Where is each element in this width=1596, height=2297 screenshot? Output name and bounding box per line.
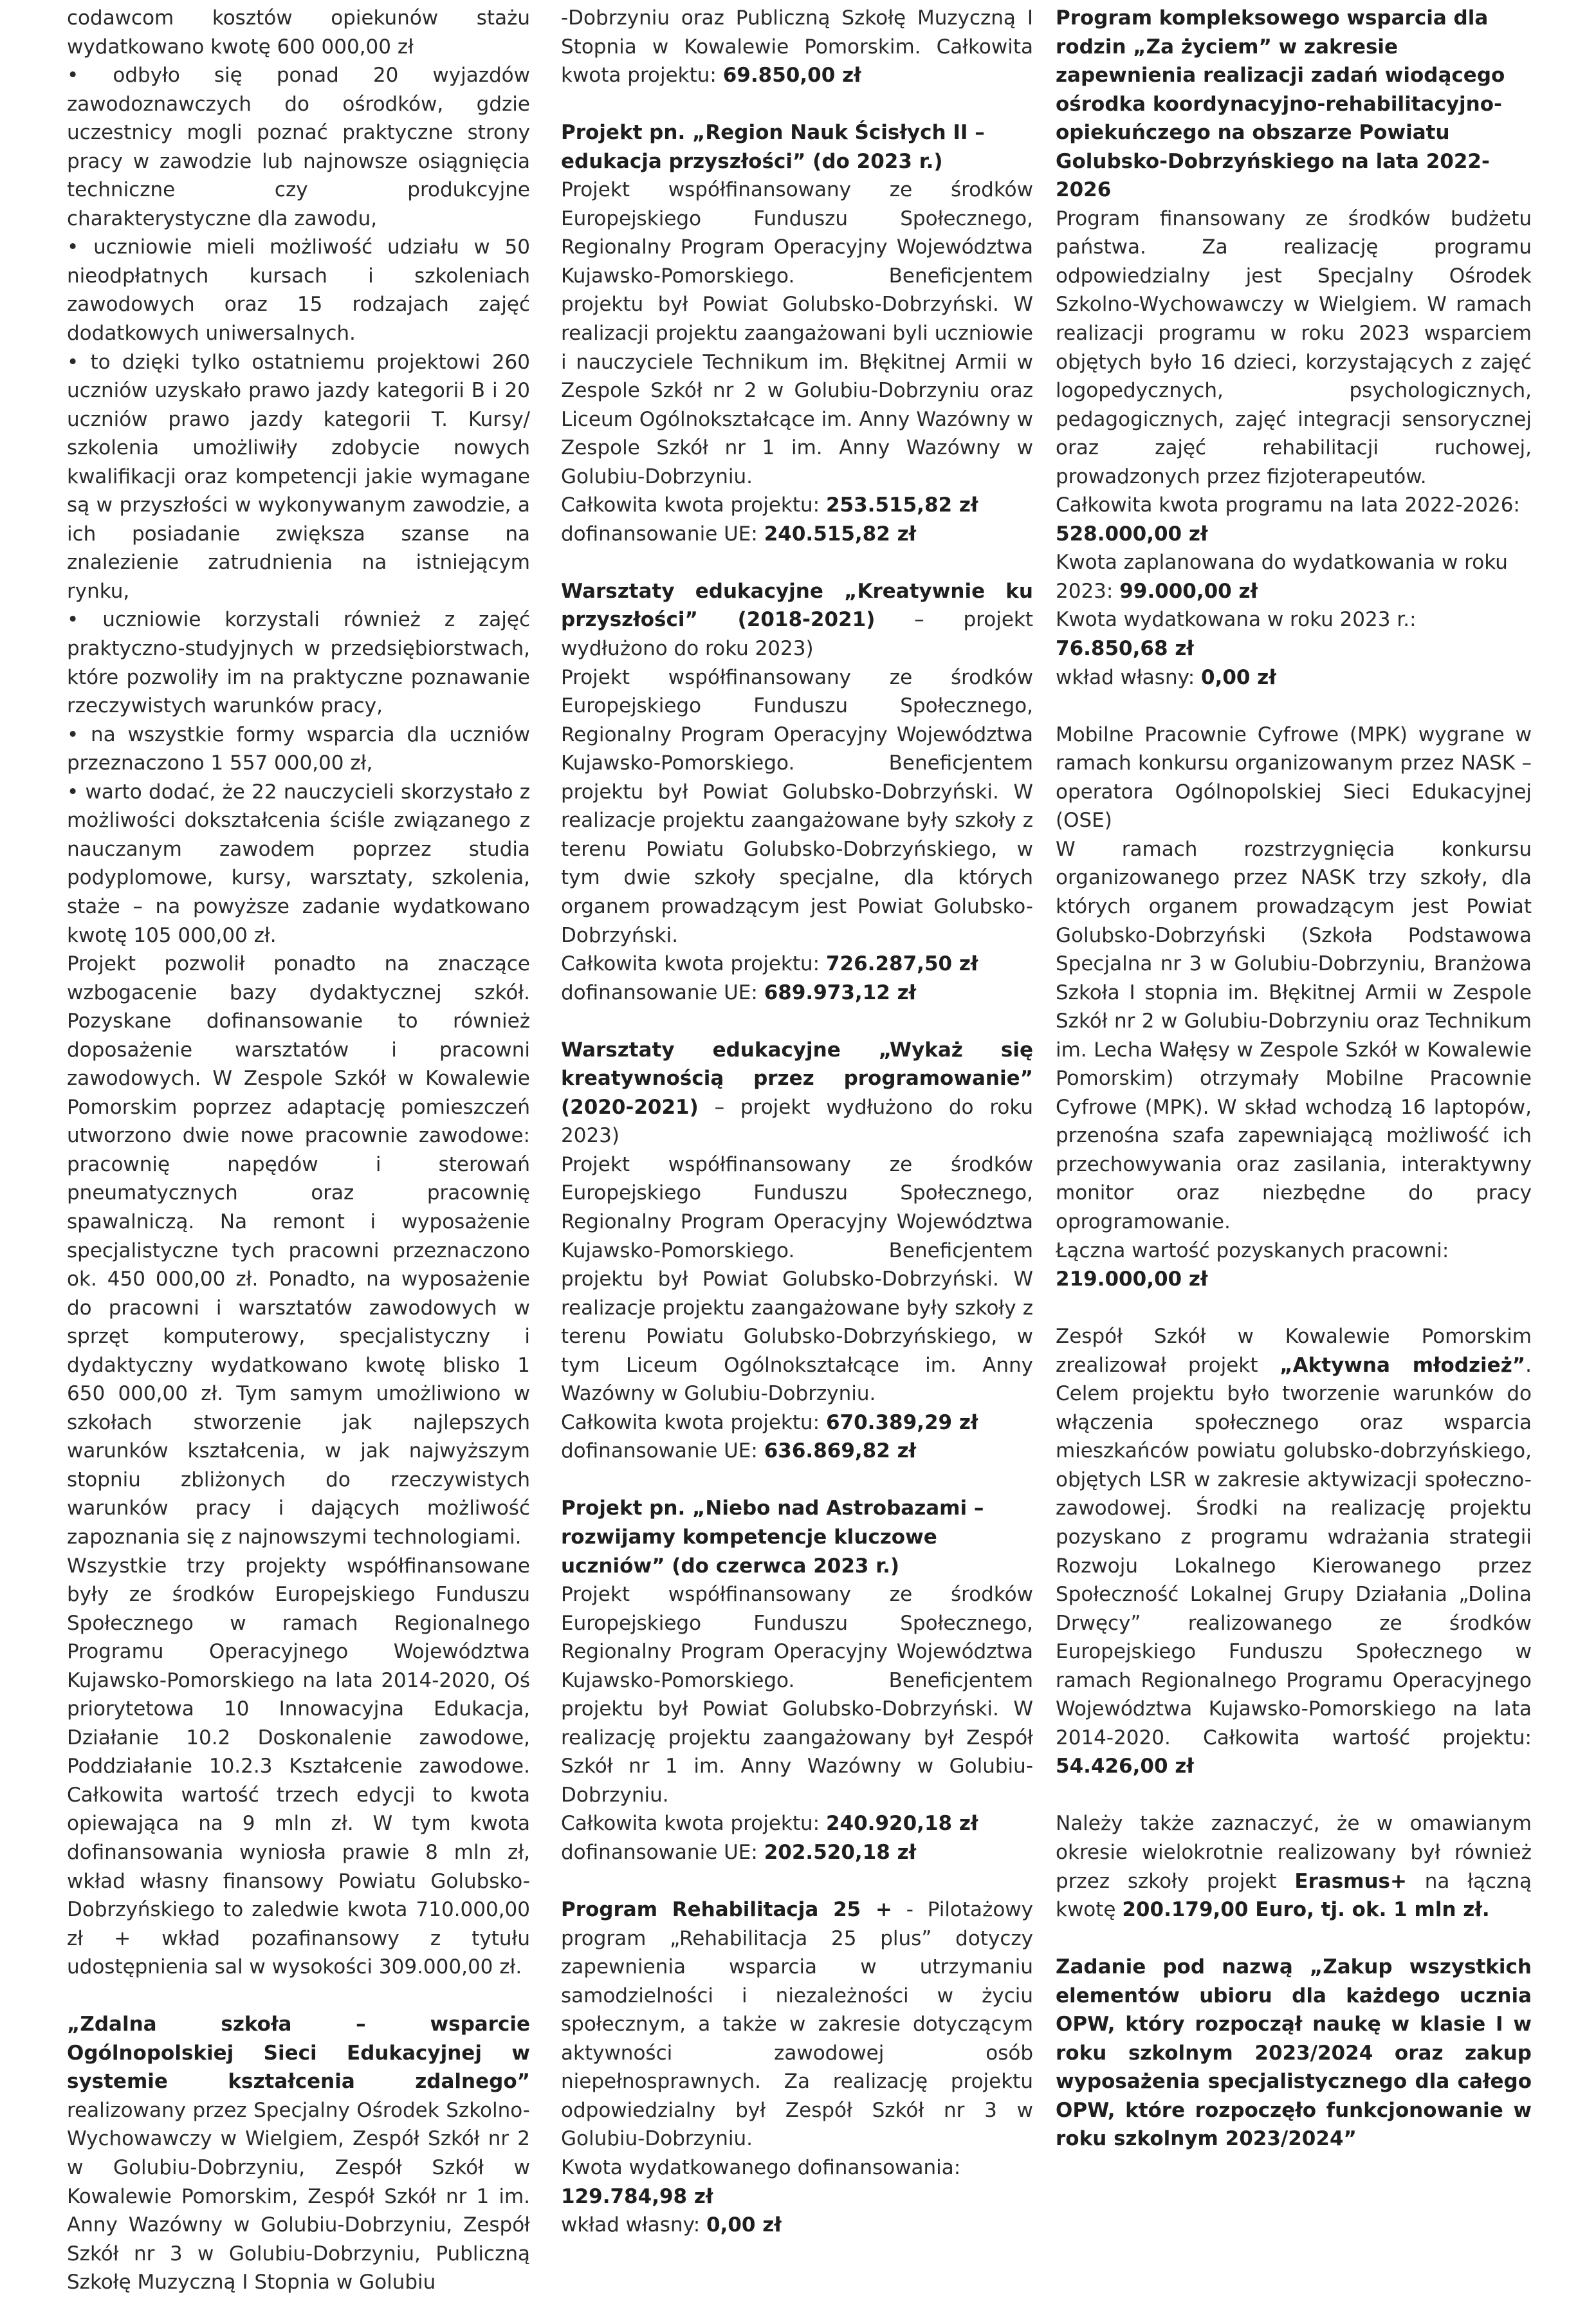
section-title: [561, 577, 1033, 663]
amount-label: dofinansowanie UE:: [561, 522, 764, 546]
amount: 129.784,98 zł: [561, 2184, 713, 2208]
section-title-text: Warsztaty edukacyjne „Kreatywnie ku przyszłości” (2018-2021): [561, 579, 1033, 632]
section-title-text: Projekt pn. „Region Nauk Ścisłych II – edukacja przyszłości” (do 2023 r.): [561, 121, 985, 173]
amount: 670.389,29 zł: [825, 1410, 978, 1434]
text-part: Należy także zaznaczyć, że w omawianym okresie wielokrotnie realizowany był również przez szkoły projekt: [1056, 1812, 1532, 1893]
section-title-text: Warsztaty edukacyjne „Wykaż się kreatywnością przez programowanie” (2020-2021): [561, 1038, 1033, 1119]
amount: 253.515,82 zł: [825, 494, 978, 517]
section-title: [561, 1494, 1033, 1580]
amount-line: [1056, 548, 1532, 605]
amount: 219.000,00 zł: [1056, 1268, 1208, 1291]
section-text: Projekt współfinansowany ze środków Europejskiego Funduszu Społecznego, Regionalny Program Operacyjny Województwa Kujawsko-Pomorskiego. Beneficjentem projektu był Powiat Golubsko-Dobrzyński. W realizacje projektu zaangażowane były szkoły z terenu Powiatu Golubsko-Dobrzyńskiego, w tym dwie szkoły specjalne, dla których organem prowadzącym jest Powiat Golubsko-Dobrzyński.: [561, 665, 1033, 947]
bullet-item: • na wszystkie formy wsparcia dla uczniów przeznaczono 1 557 000,00 zł,: [67, 723, 530, 775]
amount-line: [1056, 1237, 1532, 1294]
project-title: „Zdalna szkoła – wsparcie Ogólnopolskiej Sieci Edukacyjnej w systemie kształcenia zdalnego”: [67, 2013, 530, 2094]
amount-line: [561, 1437, 1033, 1466]
amount-label: wkład własny:: [1056, 665, 1201, 689]
amount-label: dofinansowanie UE:: [561, 1439, 764, 1463]
paragraph: [67, 2010, 530, 2296]
amount-line: [1056, 663, 1532, 692]
amount: 240.515,82 zł: [764, 522, 917, 546]
amount: 69.850,00 zł: [722, 64, 861, 88]
section-title-rest: – projekt wydłużono do roku 2023): [561, 1095, 1033, 1148]
amount-label: Łączna wartość pozyskanych pracowni:: [1056, 1239, 1449, 1262]
amount-label: Całkowita kwota projektu:: [561, 1410, 826, 1434]
amount-line: [561, 2211, 1033, 2240]
amount-label: Całkowita kwota programu na lata 2022-2026:: [1056, 494, 1520, 517]
amount-line: [561, 1838, 1033, 1867]
section-text: Projekt współfinansowany ze środków Europejskiego Funduszu Społecznego, Regionalny Program Operacyjny Województwa Kujawsko-Pomorskiego. Beneficjentem projektu był Powiat Golubsko-Dobrzyński. W realizacje projektu zaangażowane były szkoły z terenu Powiatu Golubsko-Dobrzyńskiego, w tym Liceum Ogólnokształcące im. Anny Wazówny w Golubiu-Dobrzyniu.: [561, 1152, 1033, 1406]
bullet-item: • uczniowie mieli możliwość udziału w 50 nieodpłatnych kursach i szkoleniach zawodowych oraz 15 rodzajach zajęć dodatkowych uniwersalnych.: [67, 235, 530, 346]
amount: 528.000,00 zł: [1056, 522, 1208, 546]
text-part: na łączną kwotę: [1056, 1869, 1532, 1922]
amount-label: Kwota wydatkowana w roku 2023 r.:: [1056, 608, 1417, 632]
amount-line: [561, 979, 1033, 1008]
amount-line: [561, 491, 1033, 520]
section-text-inline: - Pilotażowy program „Rehabilitacja 25 plus” dotyczy zapewnienia wsparcia w utrzymaniu samodzielności i niezależności w życiu społecznym, a także w zakresie dotyczącym aktywności zawodowej osób niepełnosprawnych. Za realizację projektu odpowiedzialny był Zespół Szkół nr 3 w Golubiu-Dobrzyniu.: [561, 1898, 1033, 2151]
text-part: . Celem projektu było tworzenie warunków do włączenia społecznego oraz wsparcia mieszkańców powiatu golubsko-dobrzyńskiego, objętych LSR w zakresie aktywizacji społeczno-zawodowej. Środki na realizację projektu pozyskano z programu wdrażania strategii Rozwoju Lokalnego Kierowanego przez Społeczność Lokalnej Grupy Działania „Dolina Drwęcy” realizowanego ze środków Europejskiego Funduszu Społecznego w ramach Regionalnego Programu Operacyjnego Województwa Kujawsko-Pomorskiego na lata 2014-2020. Całkowita wartość projektu:: [1056, 1353, 1532, 1749]
amount: 99.000,00 zł: [1119, 579, 1258, 603]
paragraph: Wszystkie trzy projekty współfinansowane były ze środków Europejskiego Funduszu Społecznego w ramach Regionalnego Programu Operacyjnego Województwa Kujawsko-Pomorskiego na lata 2014-2020, Oś priorytetowa 10 Innowacyjna Edukacja, Działanie 10.2 Doskonalenie zawodowe, Poddziałanie 10.2.3 Kształcenie zawodowe. Całkowita wartość trzech edycji to kwota opiewająca na 9 mln zł. W tym kwota dofinansowania wyniosła prawie 8 mln zł, wkład własny finansowy Powiatu Golubsko-Dobrzyńskiego to zaledwie kwota 710.000,00 zł + wkład pozafinansowy z tytułu udostępnienia sal w wysokości 309.000,00 zł.: [67, 1554, 530, 1979]
amount-line: [561, 2154, 1033, 2211]
section-title: [1056, 4, 1532, 205]
project-text: realizowany przez Specjalny Ośrodek Szkolno-Wychowawczy w Wielgiem, Zespół Szkół nr 2 w Golubiu-Dobrzyniu, Zespół Szkół w Kowalewie Pomorskim, Zespół Szkół nr 1 im. Anny Wazówny w Golubiu-Dobrzyniu, Zespół Szkół nr 3 w Golubiu-Dobrzyniu, Publiczną Szkołę Muzyczną I Stopnia w Golubiu: [67, 2098, 530, 2294]
bullet-item: • uczniowie korzystali również z zajęć praktyczno-studyjnych w przedsiębiorstwach, które pozwoliły im na praktyczne poznawanie rzeczywistych warunków pracy,: [67, 608, 530, 718]
amount: 726.287,50 zł: [825, 952, 978, 976]
section-title-text: Zadanie pod nazwą „Zakup wszystkich elementów ubioru dla każdego ucznia OPW, który rozpoczął naukę w klasie I w roku szkolnym 2023/2024 oraz zakup wyposażenia specjalistycznego dla całego OPW, które rozpoczęło funkcjonowanie w roku szkolnym 2023/2024”: [1056, 1955, 1532, 2151]
amount-line: [561, 1408, 1033, 1437]
amount-label: Całkowita kwota projektu:: [561, 494, 826, 517]
paragraph: Projekt pozwolił ponadto na znaczące wzbogacenie bazy dydaktycznej szkół. Pozyskane dofinansowanie to również doposażenie warsztatów i pracowni zawodowych. W Zespole Szkół w Kowalewie Pomorskim poprzez adaptację pomieszczeń utworzono dwie nowe pracownie zawodowe: pracownię napędów i sterowań pneumatycznych oraz pracownię spawalniczą. Na remont i wyposażenie specjalistyczne tych pracowni przeznaczono ok. 450 000,00 zł. Ponadto, na wyposażenie do pracowni i warsztatów zawodowych w sprzęt komputerowy, specjalistyczny i dydaktyczny wydatkowano kwotę blisko 1 650 000,00 zł. Tym samym umożliwiono w szkołach stworzenie jak najlepszych warunków kształcenia, w jak najwyższym stopniu zbliżonych do rzeczywistych warunków pracy i dających możliwość zapoznania się z najnowszymi technologiami.: [67, 952, 530, 1549]
amount-label: wkład własny:: [561, 2213, 706, 2237]
amount: 202.520,18 zł: [764, 1841, 917, 1864]
amount-label: Całkowita kwota projektu:: [561, 952, 826, 976]
amount: 200.179,00 Euro, tj. ok. 1 mln zł.: [1122, 1898, 1490, 1922]
amount-label: Całkowita kwota projektu:: [561, 1812, 826, 1836]
amount: 240.920,18 zł: [825, 1812, 978, 1836]
column-1: [67, 4, 530, 2297]
bullet-item: • warto dodać, że 22 nauczycieli skorzystało z możliwości dokształcenia ściśle związanego z nauczanym zawodem poprzez studia podyplomowe, kursy, warsztaty, szkolenia, staże – na powyższe zadanie wydatkowano kwotę 105 000,00 zł.: [67, 780, 530, 947]
section-text: W ramach rozstrzygnięcia konkursu organizowanego przez NASK trzy szkoły, dla których organem prowadzącym jest Powiat Golubsko-Dobrzyński (Szkoła Podstawowa Specjalna nr 3 w Golubiu-Dobrzyniu, Branżowa Szkoła I stopnia im. Błękitnej Armii w Zespole Szkół nr 2 w Golubiu-Dobrzyniu oraz Technikum im. Lecha Wałęsy w Zespole Szkół w Kowalewie Pomorskim) otrzymały Mobilne Pracownie Cyfrowe (MPK). W skład wchodzą 16 laptopów, przenośna szafa zapewniającą możliwość ich przechowywania oraz zasilania, interaktywny monitor oraz niezbędne do pracy oprogramowanie.: [1056, 837, 1532, 1233]
column-3: [1056, 4, 1532, 2154]
section-text: Projekt współfinansowany ze środków Europejskiego Funduszu Społecznego, Regionalny Program Operacyjny Województwa Kujawsko-Pomorskiego. Beneficjentem projektu był Powiat Golubsko-Dobrzyński. W realizację projektu zaangażowany był Zespół Szkół nr 1 im. Anny Wazówny w Golubiu-Dobrzyniu.: [561, 1583, 1033, 1807]
amount: 689.973,12 zł: [764, 981, 917, 1004]
section-title: [561, 118, 1033, 176]
amount: 76.850,68 zł: [1056, 637, 1194, 661]
column-2: [561, 4, 1033, 2240]
continued-text: -Dobrzyniu oraz Publiczną Szkołę Muzyczną I Stopnia w Kowalewie Pomorskim. Całkowita kwota projektu:: [561, 6, 1033, 88]
amount-line: [1056, 605, 1532, 663]
amount: 54.426,00 zł: [1056, 1755, 1194, 1778]
section-title-rest: – projekt wydłużono do roku 2023): [561, 608, 1033, 661]
amount-line: [561, 520, 1033, 549]
text-part: Zespół Szkół w Kowalewie Pomorskim zrealizował projekt: [1056, 1325, 1532, 1377]
amount: 0,00 zł: [706, 2213, 782, 2237]
amount-label: Kwota zaplanowana do wydatkowania w roku 2023:: [1056, 551, 1508, 603]
amount-label: dofinansowanie UE:: [561, 981, 764, 1004]
paragraph: codawcom kosztów opiekunów stażu wydatkowano kwotę 600 000,00 zł: [67, 6, 530, 59]
bullet-item: • odbyło się ponad 20 wyjazdów zawodoznawczych do ośrodków, gdzie uczestnicy mogli poznać praktyczne strony pracy w zawodzie lub najnowsze osiągnięcia techniczne czy produkcyjne charakterystyczne dla zawodu,: [67, 64, 530, 230]
amount-line: [561, 950, 1033, 979]
project-name: „Aktywna młodzież”: [1280, 1353, 1526, 1377]
section-text: Program finansowany ze środków budżetu państwa. Za realizację programu odpowiedzialny jest Specjalny Ośrodek Szkolno-Wychowawczy w Wielgiem. W ramach realizacji programu w roku 2023 wsparciem objętych było 16 dzieci, korzystających z zajęć logopedycznych, psychologicznych, pedagogicznych, zajęć integracji sensorycznej oraz zajęć rehabilitacji ruchowej, prowadzonych przez fizjoterapeutów.: [1056, 207, 1532, 488]
amount: 0,00 zł: [1201, 665, 1276, 689]
amount-line: [561, 1809, 1033, 1838]
section-title: [1056, 1953, 1532, 2154]
amount-label: Kwota wydatkowanego dofinansowania:: [561, 2156, 961, 2180]
amount-label: dofinansowanie UE:: [561, 1841, 764, 1864]
section-title-text: Projekt pn. „Niebo nad Astrobazami – rozwijamy kompetencje kluczowe uczniów” (do czerwca 2023 r.): [561, 1497, 984, 1578]
section-text: [1056, 1809, 1532, 1924]
section-text: Mobilne Pracownie Cyfrowe (MPK) wygrane w ramach konkursu organizowanym przez NASK – operatora Ogólnopolskiej Sieci Edukacyjnej (OSE): [1056, 723, 1532, 833]
section-text: [561, 1896, 1033, 2154]
section-text: [1056, 1322, 1532, 1781]
section-title: [561, 1036, 1033, 1150]
paragraph: [561, 4, 1033, 90]
bullet-item: • to dzięki tylko ostatniemu projektowi 260 uczniów uzyskało prawo jazdy kategorii B i 20 uczniów prawo jazdy kategorii T. Kursy/ szkolenia umożliwiły zdobycie nowych kwalifikacji oraz kompetencji jakie wymagane są w przyszłości w wykonywanym zawodzie, a ich posiadanie zwiększa szanse na znalezienie zatrudnienia na istniejącym rynku,: [67, 350, 530, 603]
amount: 636.869,82 zł: [764, 1439, 917, 1463]
amount-line: [1056, 491, 1532, 548]
project-name: Erasmus+: [1294, 1869, 1407, 1893]
section-title-text: Program kompleksowego wsparcia dla rodzin „Za życiem” w zakresie zapewnienia realizacji zadań wiodącego ośrodka koordynacyjno-rehabilitacyjno-opiekuńczego na obszarze Powiatu Golubsko-Dobrzyńskiego na lata 2022-2026: [1056, 6, 1505, 202]
section-title-text: Program Rehabilitacja 25 +: [561, 1898, 892, 1922]
section-text: Projekt współfinansowany ze środków Europejskiego Funduszu Społecznego, Regionalny Program Operacyjny Województwa Kujawsko-Pomorskiego. Beneficjentem projektu był Powiat Golubsko-Dobrzyński. W realizacji projektu zaangażowani byli uczniowie i nauczyciele Technikum im. Błękitnej Armii w Zespole Szkół nr 2 w Golubiu-Dobrzyniu oraz Liceum Ogólnokształcące im. Anny Wazówny w Zespole Szkół nr 1 im. Anny Wazówny w Golubiu-Dobrzyniu.: [561, 178, 1033, 488]
